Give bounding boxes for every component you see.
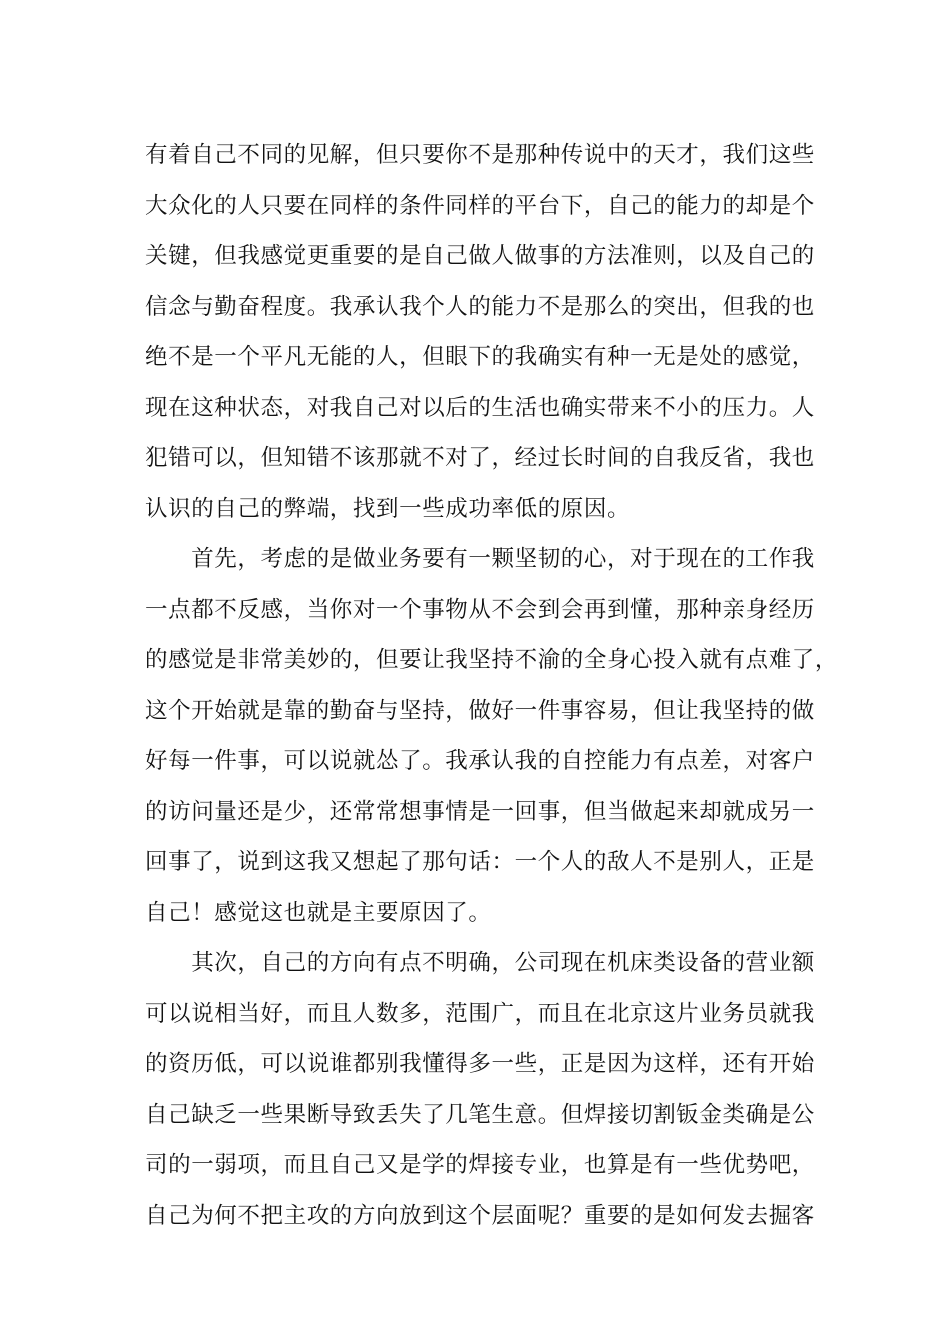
text-line: 犯错可以，但知错不该那就不对了，经过长时间的自我反省，我也 (145, 445, 815, 471)
text-line: 好每一件事，可以说就怂了。我承认我的自控能力有点差，对客户 (145, 748, 815, 774)
text-line: 其次，自己的方向有点不明确，公司现在机床类设备的营业额 (145, 950, 815, 976)
text-line: 可以说相当好，而且人数多，范围广，而且在北京这片业务员就我 (145, 1000, 815, 1027)
text-line: 首先，考虑的是做业务要有一颗坚韧的心，对于现在的工作我 (145, 546, 815, 572)
document-body (145, 130, 839, 1241)
text-line: 的资历低，可以说谁都别我懂得多一些，正是因为这样，还有开始 (145, 1051, 815, 1077)
text-line: 认识的自己的弊端，找到一些成功率低的原因。 (145, 495, 631, 522)
text-line: 绝不是一个平凡无能的人，但眼下的我确实有种一无是处的感觉， (145, 344, 815, 370)
text-line: 自己！感觉这也就是主要原因了。 (145, 899, 492, 926)
text-line: 司的一弱项，而且自己又是学的焊接专业，也算是有一些优势吧， (145, 1152, 815, 1178)
text-line: 有着自己不同的见解，但只要你不是那种传说中的天才，我们这些 (145, 142, 815, 168)
text-line: 一点都不反感，当你对一个事物从不会到会再到懂，那种亲身经历 (145, 596, 815, 623)
text-line: 现在这种状态，对我自己对以后的生活也确实带来不小的压力。人 (145, 394, 815, 421)
text-line: 自己缺乏一些果断导致丢失了几笔生意。但焊接切割钣金类确是公 (145, 1101, 815, 1128)
text-line: 信念与勤奋程度。我承认我个人的能力不是那么的突出，但我的也 (145, 293, 815, 320)
text-line: 回事了，说到这我又想起了那句话：一个人的敌人不是别人，正是 (145, 849, 815, 875)
text-line: 这个开始就是靠的勤奋与坚持，做好一件事容易，但让我坚持的做 (145, 697, 815, 724)
text-line: 的访问量还是少，还常常想事情是一回事，但当做起来却就成另一 (145, 798, 815, 825)
text-line: 自己为何不把主攻的方向放到这个层面呢？重要的是如何发去掘客 (145, 1202, 815, 1229)
text-line: 关键，但我感觉更重要的是自己做人做事的方法准则，以及自己的 (145, 243, 815, 269)
text-line: 的感觉是非常美妙的，但要让我坚持不渝的全身心投入就有点难了， (145, 647, 839, 673)
text-line: 大众化的人只要在同样的条件同样的平台下，自己的能力的却是个 (145, 192, 815, 219)
